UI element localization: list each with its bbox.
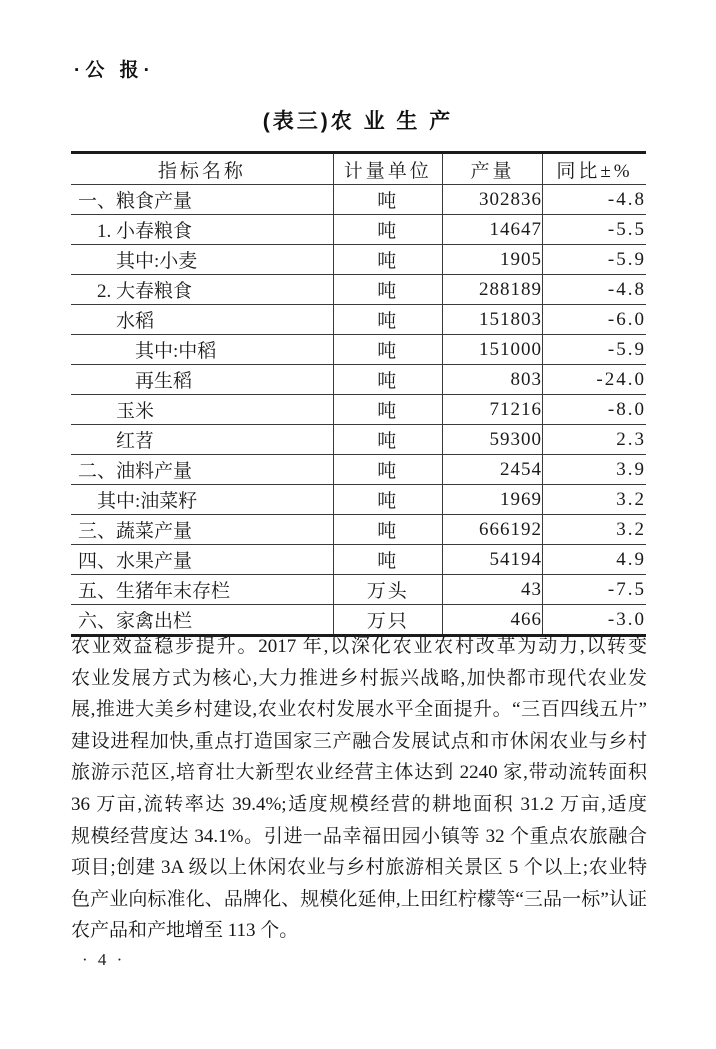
paragraph-line: 项目;创建 3A 级以上休闲农业与乡村旅游相关景区 5 个以上;农业特: [71, 857, 647, 879]
table-title: (表三)农 业 生 产: [262, 110, 454, 133]
table-row: [71, 545, 646, 575]
paragraph-line: 旅游示范区,培育壮大新型农业经营主体达到 2240 家,带动流转面积: [71, 762, 647, 784]
table-row: [71, 425, 646, 455]
indicator-name-cell: 其中:中稻: [71, 335, 333, 365]
unit-cell: 万头: [333, 575, 442, 605]
indicator-name-cell: 红苕: [71, 425, 333, 455]
indicator-name-cell: 2. 大春粮食: [71, 275, 333, 305]
yoy-value-cell: -6.0: [542, 305, 646, 335]
paragraph-line: 展,推进大美乡村建设,农业农村发展水平全面提升。“三百四线五片”: [71, 699, 647, 721]
paragraph-line: 36 万亩,流转率达 39.4%;适度规模经营的耕地面积 31.2 万亩,适度: [71, 793, 647, 815]
output-value-cell: 54194: [442, 545, 542, 575]
unit-cell: 吨: [333, 185, 442, 215]
table-row: [71, 305, 646, 335]
indicator-name-cell: 1. 小春粮食: [71, 215, 333, 245]
unit-cell: 吨: [333, 305, 442, 335]
table-row: [71, 365, 646, 395]
output-value-cell: 151803: [442, 305, 542, 335]
indicator-name-cell: 水稻: [71, 305, 333, 335]
output-value-cell: 59300: [442, 425, 542, 455]
table-row: [71, 575, 646, 605]
output-value-cell: 151000: [442, 335, 542, 365]
output-value-cell: 43: [442, 575, 542, 605]
output-value-cell: 288189: [442, 275, 542, 305]
column-header-unit: 计量单位: [333, 153, 442, 185]
unit-cell: 吨: [333, 275, 442, 305]
output-value-cell: 1969: [442, 485, 542, 515]
paragraph-line: 规模经营度达 34.1%。引进一品幸福田园小镇等 32 个重点农旅融合: [71, 825, 647, 847]
output-value-cell: 1905: [442, 245, 542, 275]
output-value-cell: 302836: [442, 185, 542, 215]
yoy-value-cell: -4.8: [542, 275, 646, 305]
output-value-cell: 666192: [442, 515, 542, 545]
column-header-yoy: 同比±%: [542, 153, 646, 185]
table-row: [71, 185, 646, 215]
yoy-value-cell: -7.5: [542, 575, 646, 605]
unit-cell: 吨: [333, 395, 442, 425]
table-body: [71, 185, 646, 636]
unit-cell: 吨: [333, 335, 442, 365]
page-number: · 4 ·: [82, 950, 126, 969]
unit-cell: 万只: [333, 605, 442, 636]
table-row: [71, 245, 646, 275]
indicator-name-cell: 二、油料产量: [71, 455, 333, 485]
section-kicker: ·公 报·: [74, 60, 155, 81]
table-row: [71, 275, 646, 305]
yoy-value-cell: -8.0: [542, 395, 646, 425]
yoy-value-cell: 3.9: [542, 455, 646, 485]
indicator-name-cell: 其中:小麦: [71, 245, 333, 275]
table-row: [71, 215, 646, 245]
yoy-value-cell: -5.9: [542, 335, 646, 365]
paragraph-line: 建设进程加快,重点打造国家三产融合发展试点和市休闲农业与乡村: [71, 730, 647, 752]
column-header-indicator: 指标名称: [71, 153, 333, 185]
unit-cell: 吨: [333, 365, 442, 395]
paragraph-line: 农业效益稳步提升。2017 年,以深化农业农村改革为动力,以转变: [71, 636, 647, 657]
output-value-cell: 2454: [442, 455, 542, 485]
unit-cell: 吨: [333, 455, 442, 485]
yoy-value-cell: -24.0: [542, 365, 646, 395]
indicator-name-cell: 一、粮食产量: [71, 185, 333, 215]
output-value-cell: 803: [442, 365, 542, 395]
yoy-value-cell: -5.9: [542, 245, 646, 275]
table-row: [71, 395, 646, 425]
indicator-name-cell: 玉米: [71, 395, 333, 425]
indicator-name-cell: 五、生猪年末存栏: [71, 575, 333, 605]
indicator-name-cell: 再生稻: [71, 365, 333, 395]
paragraph-line: 农业发展方式为核心,大力推进乡村振兴战略,加快都市现代农业发: [71, 667, 647, 689]
table-header: [71, 153, 646, 185]
yoy-value-cell: 2.3: [542, 425, 646, 455]
indicator-name-cell: 四、水果产量: [71, 545, 333, 575]
yoy-value-cell: -3.0: [542, 605, 646, 636]
output-value-cell: 71216: [442, 395, 542, 425]
unit-cell: 吨: [333, 485, 442, 515]
indicator-name-cell: 六、家禽出栏: [78, 611, 193, 632]
yoy-value-cell: -4.8: [542, 185, 646, 215]
unit-cell: 吨: [333, 545, 442, 575]
table-row: [71, 335, 646, 365]
output-value-cell: 466: [442, 605, 542, 636]
indicator-name-cell: 三、蔬菜产量: [71, 515, 333, 545]
indicator-name-cell: 其中:油菜籽: [71, 485, 333, 515]
body-paragraph: [71, 631, 647, 947]
table-row: [71, 455, 646, 485]
table-row: [71, 515, 646, 545]
table-row: [71, 485, 646, 515]
unit-cell: 吨: [333, 515, 442, 545]
paragraph-line: 色产业向标准化、品牌化、规模化延伸,上田红柠檬等“三品一标”认证: [71, 888, 647, 910]
unit-cell: 吨: [333, 215, 442, 245]
yoy-value-cell: 3.2: [542, 485, 646, 515]
yoy-value-cell: -5.5: [542, 215, 646, 245]
yoy-value-cell: 4.9: [542, 545, 646, 575]
yoy-value-cell: 3.2: [542, 515, 646, 545]
agriculture-production-table: [71, 151, 646, 637]
paragraph-line: 农产品和产地增至 113 个。: [71, 920, 299, 942]
unit-cell: 吨: [333, 425, 442, 455]
output-value-cell: 14647: [442, 215, 542, 245]
unit-cell: 吨: [333, 245, 442, 275]
column-header-output: 产量: [442, 153, 542, 185]
